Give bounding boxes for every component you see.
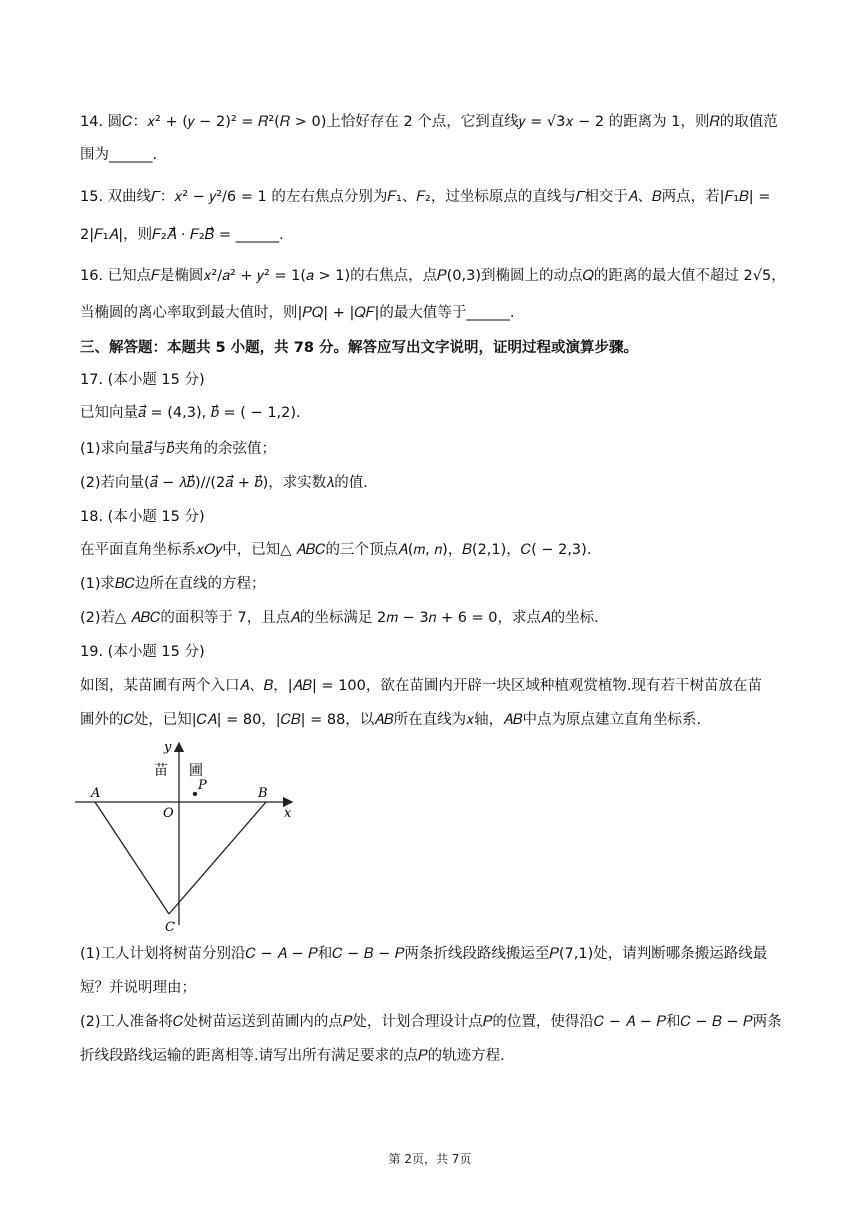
y-axis-label: y <box>164 740 172 755</box>
segment-cb <box>169 802 266 914</box>
point-p-label: P <box>198 778 207 793</box>
q17-part-2: (2)若向量(𝑎⃗ − 𝜆𝑏⃗)//(2𝑎⃗ + 𝑏⃗)，求实数𝜆的值. <box>80 475 368 491</box>
q18-part-2: (2)若△ 𝐴𝐵𝐶的面积等于 7，且点𝐴的坐标满足 2𝑚 − 3𝑛 + 6 = 0，求点𝐴的坐标. <box>80 610 599 626</box>
q15-line-2: 2|𝐹₁𝐴|，则𝐹₂𝐴⃗ · 𝐹₂𝐵⃗ = ______. <box>80 227 284 243</box>
origin-label: O <box>163 806 174 821</box>
point-b-label: B <box>258 786 268 801</box>
q14-line-2: 围为______. <box>80 147 158 163</box>
q18-part-1: (1)求𝐵𝐶边所在直线的方程； <box>80 576 266 592</box>
q17-part-1: (1)求向量𝑎⃗与𝑏⃗夹角的余弦值； <box>80 441 277 457</box>
q16-line-2: 当椭圆的离心率取到最大值时，则|𝑃𝑄| + |𝑄𝐹|的最大值等于______. <box>80 305 515 321</box>
q19-part-2-line-2: 折线段路线运输的距离相等.请写出所有满足要求的点𝑃的轨迹方程. <box>80 1048 505 1064</box>
segment-ca <box>95 802 169 914</box>
q19-part-1-line-2: 短？并说明理由； <box>80 980 196 996</box>
q14-line-1: 14. 圆𝐶：𝑥² + (𝑦 − 2)² = 𝑅²(𝑅 > 0)上恰好存在 2 个点，它到直线𝑦 = √3𝑥 − 2 的距离为 1，则𝑅的取值范 <box>80 114 778 130</box>
region-label-left: 苗 <box>154 763 168 779</box>
x-axis-label: x <box>284 806 292 821</box>
point-p-dot <box>193 792 197 796</box>
q19-part-2-line-1: (2)工人准备将𝐶处树苗运送到苗圃内的点𝑃处，计划合理设计点𝑃的位置，使得沿𝐶 − 𝐴 − 𝑃和𝐶 − 𝐵 − 𝑃两条 <box>80 1014 782 1030</box>
q15-line-1: 15. 双曲线𝛤：𝑥² − 𝑦²/6 = 1 的左右焦点分别为𝐹₁、𝐹₂，过坐标原点的直线与𝛤相交于𝐴、𝐵两点，若|𝐹₁𝐵| = <box>80 189 771 205</box>
page-footer: 第 2页，共 7页 <box>388 1152 472 1166</box>
point-a-label: A <box>91 786 101 801</box>
q17-given: 已知向量𝑎⃗ = (4,3), 𝑏⃗ = ( − 1,2). <box>80 405 301 421</box>
q17-heading: 17. (本小题 15 分) <box>80 372 205 388</box>
q18-given: 在平面直角坐标系𝑥𝑂𝑦中，已知△ 𝐴𝐵𝐶的三个顶点𝐴(𝑚, 𝑛)，𝐵(2,1)，𝐶( − 2,3). <box>80 542 592 558</box>
point-c-label: C <box>165 920 175 935</box>
q19-part-1-line-1: (1)工人计划将树苗分别沿𝐶 − 𝐴 − 𝑃和𝐶 − 𝐵 − 𝑃两条折线段路线搬运至𝑃(7,1)处，请判断哪条搬运路线最 <box>80 946 768 962</box>
region-label-right: 圃 <box>189 763 203 779</box>
section-heading: 三、解答题：本题共 5 小题，共 78 分。解答应写出文字说明，证明过程或演算步骤。 <box>80 340 638 356</box>
q19-given-2: 圃外的𝐶处，已知|𝐶𝐴| = 80，|𝐶𝐵| = 88，以𝐴𝐵所在直线为𝑥轴，𝐴𝐵中点为原点建立直角坐标系. <box>80 712 702 728</box>
q18-heading: 18. (本小题 15 分) <box>80 509 205 525</box>
q19-given-1: 如图，某苗圃有两个入口𝐴、𝐵，|𝐴𝐵| = 100，欲在苗圃内开辟一块区域种植观赏植物.现有若干树苗放在苗 <box>80 678 762 694</box>
q19-heading: 19. (本小题 15 分) <box>80 644 205 660</box>
q19-figure <box>70 735 310 935</box>
q16-line-1: 16. 已知点𝐹是椭圆𝑥²/𝑎² + 𝑦² = 1(𝑎 > 1)的右焦点，点𝑃(0,3)到椭圆上的动点𝑄的距离的最大值不超过 2√5， <box>80 268 786 284</box>
